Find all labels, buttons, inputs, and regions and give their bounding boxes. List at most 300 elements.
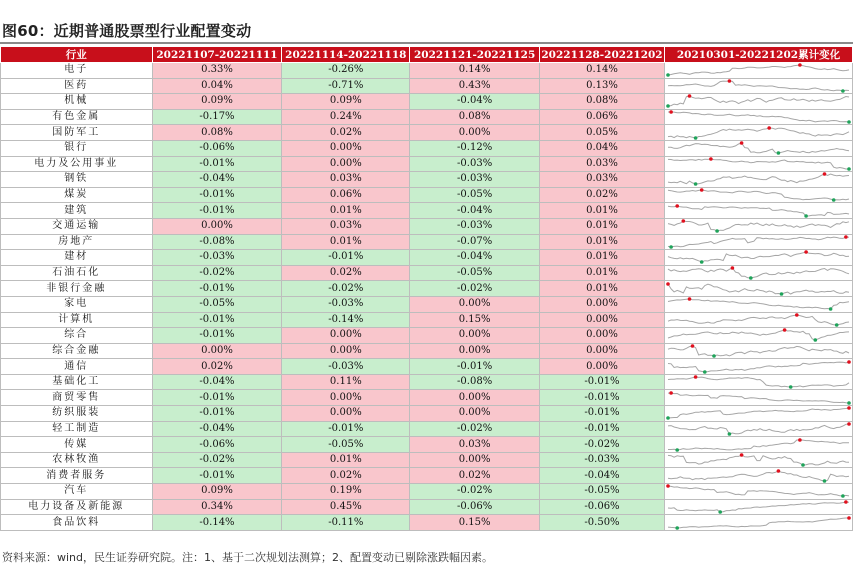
cumulative-sparkline [664, 265, 852, 281]
cumulative-sparkline [664, 218, 852, 234]
change-cell-week-4: 0.04% [540, 140, 665, 156]
industry-name: 轻工制造 [1, 421, 153, 437]
source-note: 资料来源：wind，民生证券研究院。注：1、基于二次规划法测算；2、配置变动已剔除涨跌幅因素。 [2, 551, 494, 564]
change-cell-week-1: -0.01% [152, 281, 282, 297]
change-cell-week-3: -0.01% [410, 359, 540, 375]
sparkline-max-marker [823, 173, 827, 177]
industry-name: 农林牧渔 [1, 452, 153, 468]
change-cell-week-3: -0.05% [410, 187, 540, 203]
change-cell-week-3: 0.00% [410, 343, 540, 359]
change-cell-week-1: -0.04% [152, 172, 282, 188]
cumulative-sparkline [664, 250, 852, 266]
cumulative-sparkline [664, 312, 852, 328]
sparkline-max-marker [844, 500, 848, 504]
column-header-industry: 行业 [1, 47, 153, 63]
sparkline-path [668, 424, 849, 434]
sparkline-min-marker [715, 229, 719, 233]
table-row [1, 328, 853, 344]
sparkline-min-marker [728, 432, 732, 436]
change-cell-week-2: 0.19% [282, 484, 410, 500]
cumulative-sparkline [664, 406, 852, 422]
industry-name: 传媒 [1, 437, 153, 453]
change-cell-week-3: 0.15% [410, 515, 540, 531]
table-row [1, 468, 853, 484]
change-cell-week-3: 0.03% [410, 437, 540, 453]
table-body [1, 63, 853, 531]
sparkline-max-marker [847, 422, 851, 426]
table-row [1, 499, 853, 515]
cumulative-sparkline [664, 359, 852, 375]
cumulative-sparkline [664, 187, 852, 203]
change-cell-week-3: 0.14% [410, 63, 540, 79]
change-cell-week-2: 0.01% [282, 203, 410, 219]
sparkline-max-marker [666, 282, 670, 286]
sparkline-max-marker [669, 110, 673, 114]
industry-name: 建材 [1, 250, 153, 266]
cumulative-sparkline [664, 390, 852, 406]
table-row [1, 203, 853, 219]
industry-name: 银行 [1, 140, 153, 156]
change-cell-week-2: 0.00% [282, 390, 410, 406]
sparkline-max-marker [847, 516, 851, 520]
table-row [1, 281, 853, 297]
change-cell-week-4: 0.08% [540, 94, 665, 110]
cumulative-sparkline [664, 343, 852, 359]
cumulative-sparkline [664, 421, 852, 437]
change-cell-week-4: 0.00% [540, 312, 665, 328]
change-cell-week-3: -0.06% [410, 499, 540, 515]
column-header-week-4: 20221128-20221202 [541, 48, 663, 61]
cumulative-sparkline [664, 515, 852, 531]
change-cell-week-2: -0.03% [282, 359, 410, 375]
change-cell-week-1: -0.17% [152, 109, 282, 125]
change-cell-week-2: -0.71% [282, 78, 410, 94]
sparkline-min-marker [813, 339, 817, 343]
change-cell-week-2: 0.02% [282, 125, 410, 141]
table-row [1, 94, 853, 110]
cumulative-sparkline [664, 328, 852, 344]
change-cell-week-2: 0.02% [282, 265, 410, 281]
change-cell-week-2: -0.02% [282, 281, 410, 297]
sparkline-max-marker [795, 313, 799, 317]
industry-name: 通信 [1, 359, 153, 375]
change-cell-week-2: 0.06% [282, 187, 410, 203]
change-cell-week-3: 0.00% [410, 125, 540, 141]
change-cell-week-3: -0.08% [410, 374, 540, 390]
sparkline-min-marker [847, 167, 851, 171]
change-cell-week-4: -0.04% [540, 468, 665, 484]
sparkline-min-marker [789, 385, 793, 389]
sparkline-min-marker [666, 73, 670, 77]
change-cell-week-1: 0.09% [152, 94, 282, 110]
table-row [1, 484, 853, 500]
sparkline-max-marker [688, 95, 692, 99]
table-row [1, 187, 853, 203]
industry-name: 纺织服装 [1, 406, 153, 422]
change-cell-week-1: 0.02% [152, 359, 282, 375]
change-cell-week-4: 0.01% [540, 218, 665, 234]
sparkline-min-marker [675, 448, 679, 452]
change-cell-week-2: 0.24% [282, 109, 410, 125]
cumulative-sparkline [664, 203, 852, 219]
table-row [1, 374, 853, 390]
figure-title: 图60：近期普通股票型行业配置变动 [2, 22, 252, 40]
table-row [1, 140, 853, 156]
sparkline-min-marker [847, 120, 851, 124]
change-cell-week-4: 0.01% [540, 234, 665, 250]
change-cell-week-2: -0.01% [282, 421, 410, 437]
change-cell-week-4: 0.01% [540, 281, 665, 297]
sparkline-min-marker [666, 105, 670, 109]
table-row [1, 265, 853, 281]
industry-name: 国防军工 [1, 125, 153, 141]
table-row [1, 156, 853, 172]
change-cell-week-1: 0.00% [152, 343, 282, 359]
sparkline-min-marker [801, 463, 805, 467]
sparkline-max-marker [847, 407, 851, 411]
sparkline-path [668, 112, 849, 122]
change-cell-week-4: 0.14% [540, 63, 665, 79]
sparkline-max-marker [675, 204, 679, 208]
change-cell-week-3: 0.15% [410, 312, 540, 328]
sparkline-min-marker [832, 198, 836, 202]
table-row [1, 234, 853, 250]
sparkline-max-marker [681, 219, 685, 223]
change-cell-week-3: -0.02% [410, 421, 540, 437]
change-cell-week-2: -0.05% [282, 437, 410, 453]
cumulative-sparkline [664, 109, 852, 125]
column-header-week-1: 20221107-20221111 [152, 47, 282, 63]
sparkline-path [668, 252, 849, 262]
change-cell-week-1: 0.04% [152, 78, 282, 94]
sparkline-min-marker [835, 323, 839, 327]
change-cell-week-4: 0.00% [540, 359, 665, 375]
sparkline-min-marker [780, 292, 784, 296]
change-cell-week-4: 0.03% [540, 172, 665, 188]
industry-name: 汽车 [1, 484, 153, 500]
industry-name: 钢铁 [1, 172, 153, 188]
change-cell-week-3: -0.04% [410, 250, 540, 266]
change-cell-week-4: 0.00% [540, 328, 665, 344]
sparkline-max-marker [709, 157, 713, 161]
sparkline-min-marker [841, 495, 845, 499]
change-cell-week-2: 0.00% [282, 156, 410, 172]
sparkline-max-marker [728, 79, 732, 83]
industry-name: 机械 [1, 94, 153, 110]
sparkline-max-marker [700, 188, 704, 192]
cumulative-sparkline [664, 78, 852, 94]
table-row [1, 125, 853, 141]
cumulative-sparkline [664, 172, 852, 188]
sparkline-max-marker [798, 63, 802, 67]
sparkline-min-marker [829, 307, 833, 311]
industry-name: 医药 [1, 78, 153, 94]
sparkline-path [668, 81, 849, 91]
change-cell-week-4: 0.01% [540, 265, 665, 281]
industry-name: 石油石化 [1, 265, 153, 281]
change-cell-week-3: -0.03% [410, 218, 540, 234]
industry-name: 电子 [1, 63, 153, 79]
sparkline-path [668, 362, 849, 372]
industry-name: 家电 [1, 296, 153, 312]
table-row [1, 218, 853, 234]
change-cell-week-3: -0.04% [410, 203, 540, 219]
sparkline-max-marker [804, 251, 808, 255]
change-cell-week-2: 0.00% [282, 328, 410, 344]
industry-name: 消费者服务 [1, 468, 153, 484]
change-cell-week-1: -0.01% [152, 328, 282, 344]
sparkline-min-marker [694, 136, 698, 140]
sparkline-max-marker [669, 391, 673, 395]
industry-name: 有色金属 [1, 109, 153, 125]
change-cell-week-3: -0.05% [410, 265, 540, 281]
sparkline-min-marker [718, 510, 722, 514]
change-cell-week-4: -0.05% [540, 484, 665, 500]
change-cell-week-1: -0.05% [152, 296, 282, 312]
change-cell-week-3: -0.03% [410, 156, 540, 172]
sparkline-max-marker [740, 141, 744, 145]
cumulative-sparkline [664, 468, 852, 484]
sparkline-path [668, 455, 849, 465]
sparkline-path [668, 486, 849, 496]
cumulative-sparkline [664, 499, 852, 515]
sparkline-path [668, 502, 849, 512]
change-cell-week-2: 0.00% [282, 343, 410, 359]
change-cell-week-3: 0.00% [410, 390, 540, 406]
change-cell-week-4: -0.02% [540, 437, 665, 453]
change-cell-week-3: -0.02% [410, 484, 540, 500]
table-row [1, 296, 853, 312]
sparkline-min-marker [749, 276, 753, 280]
industry-name: 建筑 [1, 203, 153, 219]
sparkline-max-marker [767, 126, 771, 130]
sparkline-path [668, 330, 849, 340]
change-cell-week-1: 0.09% [152, 484, 282, 500]
change-cell-week-2: 0.01% [282, 234, 410, 250]
change-cell-week-4: 0.00% [540, 296, 665, 312]
change-cell-week-1: -0.08% [152, 234, 282, 250]
change-cell-week-3: 0.00% [410, 328, 540, 344]
table-row [1, 343, 853, 359]
sparkline-max-marker [777, 469, 781, 473]
change-cell-week-2: 0.03% [282, 172, 410, 188]
change-cell-week-4: 0.01% [540, 203, 665, 219]
change-cell-week-2: 0.00% [282, 406, 410, 422]
change-cell-week-3: -0.02% [410, 281, 540, 297]
sparkline-min-marker [847, 401, 851, 405]
sparkline-path [668, 206, 849, 216]
change-cell-week-4: -0.50% [540, 515, 665, 531]
change-cell-week-2: -0.26% [282, 63, 410, 79]
sparkline-path [668, 65, 849, 75]
sparkline-max-marker [731, 266, 735, 270]
column-header-week-3: 20221121-20221125 [410, 47, 540, 63]
sparkline-path [668, 237, 849, 247]
industry-name: 房地产 [1, 234, 153, 250]
table-row [1, 250, 853, 266]
table-row [1, 515, 853, 531]
change-cell-week-1: -0.02% [152, 452, 282, 468]
change-cell-week-2: 0.09% [282, 94, 410, 110]
cumulative-sparkline [664, 296, 852, 312]
change-cell-week-1: -0.01% [152, 390, 282, 406]
change-cell-week-1: -0.06% [152, 437, 282, 453]
sparkline-max-marker [688, 297, 692, 301]
sparkline-max-marker [798, 438, 802, 442]
table-row [1, 63, 853, 79]
industry-name: 计算机 [1, 312, 153, 328]
change-cell-week-1: -0.01% [152, 468, 282, 484]
change-cell-week-4: 0.03% [540, 156, 665, 172]
title-divider [0, 42, 853, 44]
cumulative-sparkline [664, 374, 852, 390]
change-cell-week-2: -0.03% [282, 296, 410, 312]
change-cell-week-1: 0.34% [152, 499, 282, 515]
change-cell-week-2: 0.01% [282, 452, 410, 468]
sparkline-min-marker [703, 370, 707, 374]
change-cell-week-1: 0.33% [152, 63, 282, 79]
table-row [1, 109, 853, 125]
change-cell-week-4: -0.06% [540, 499, 665, 515]
sparkline-min-marker [777, 151, 781, 155]
table-header-row [1, 47, 853, 63]
change-cell-week-4: 0.01% [540, 250, 665, 266]
sparkline-path [668, 408, 849, 418]
sparkline-min-marker [666, 417, 670, 421]
sparkline-max-marker [666, 485, 670, 489]
column-header-cumulative: 20210301-20221202累计变化 [664, 47, 852, 63]
table-row [1, 390, 853, 406]
sparkline-max-marker [691, 344, 695, 348]
sparkline-max-marker [844, 235, 848, 239]
industry-name: 电力及公用事业 [1, 156, 153, 172]
sparkline-path [668, 190, 849, 200]
sparkline-min-marker [700, 261, 704, 265]
sparkline-path [668, 393, 849, 403]
cumulative-sparkline [664, 234, 852, 250]
sparkline-path [668, 440, 849, 450]
cumulative-sparkline [664, 125, 852, 141]
industry-name: 商贸零售 [1, 390, 153, 406]
change-cell-week-1: -0.01% [152, 156, 282, 172]
sparkline-max-marker [847, 360, 851, 364]
change-cell-week-4: -0.01% [540, 390, 665, 406]
sparkline-path [668, 346, 849, 356]
change-cell-week-3: -0.12% [410, 140, 540, 156]
sparkline-min-marker [823, 479, 827, 483]
industry-name: 电力设备及新能源 [1, 499, 153, 515]
industry-name: 食品饮料 [1, 515, 153, 531]
change-cell-week-4: -0.01% [540, 421, 665, 437]
sparkline-path [668, 284, 849, 294]
change-cell-week-3: 0.00% [410, 452, 540, 468]
change-cell-week-2: -0.01% [282, 250, 410, 266]
table-row [1, 78, 853, 94]
change-cell-week-1: 0.08% [152, 125, 282, 141]
change-cell-week-1: -0.06% [152, 140, 282, 156]
sparkline-min-marker [841, 89, 845, 93]
cumulative-sparkline [664, 437, 852, 453]
change-cell-week-1: -0.01% [152, 406, 282, 422]
change-cell-week-2: -0.14% [282, 312, 410, 328]
change-cell-week-3: -0.03% [410, 172, 540, 188]
sparkline-path [668, 268, 849, 278]
change-cell-week-1: -0.03% [152, 250, 282, 266]
cumulative-sparkline [664, 452, 852, 468]
industry-name: 非银行金融 [1, 281, 153, 297]
table-row [1, 437, 853, 453]
change-cell-week-4: -0.03% [540, 452, 665, 468]
sparkline-path [668, 315, 849, 325]
change-cell-week-3: -0.07% [410, 234, 540, 250]
table-row [1, 406, 853, 422]
change-cell-week-1: 0.00% [152, 218, 282, 234]
sparkline-min-marker [694, 183, 698, 187]
change-cell-week-1: -0.04% [152, 421, 282, 437]
cumulative-sparkline [664, 94, 852, 110]
change-cell-week-4: -0.01% [540, 406, 665, 422]
industry-name: 综合金融 [1, 343, 153, 359]
table-row [1, 421, 853, 437]
change-cell-week-3: 0.00% [410, 406, 540, 422]
change-cell-week-2: 0.45% [282, 499, 410, 515]
sparkline-path [668, 96, 849, 106]
cumulative-sparkline [664, 281, 852, 297]
table-row [1, 359, 853, 375]
change-cell-week-3: 0.00% [410, 296, 540, 312]
industry-name: 综合 [1, 328, 153, 344]
cumulative-sparkline [664, 156, 852, 172]
change-cell-week-1: -0.02% [152, 265, 282, 281]
change-cell-week-1: -0.04% [152, 374, 282, 390]
cumulative-sparkline [664, 140, 852, 156]
change-cell-week-4: -0.01% [540, 374, 665, 390]
change-cell-week-4: 0.02% [540, 187, 665, 203]
cumulative-sparkline [664, 63, 852, 79]
change-cell-week-2: 0.03% [282, 218, 410, 234]
sparkline-max-marker [694, 375, 698, 379]
change-cell-week-3: -0.04% [410, 94, 540, 110]
sparkline-max-marker [740, 453, 744, 457]
change-cell-week-1: -0.01% [152, 187, 282, 203]
column-header-week-2: 20221114-20221118 [282, 47, 410, 63]
change-cell-week-4: 0.13% [540, 78, 665, 94]
change-cell-week-4: 0.06% [540, 109, 665, 125]
change-cell-week-3: 0.43% [410, 78, 540, 94]
cumulative-sparkline [664, 484, 852, 500]
sparkline-min-marker [712, 354, 716, 358]
change-cell-week-1: -0.01% [152, 203, 282, 219]
change-cell-week-2: -0.11% [282, 515, 410, 531]
sparkline-path [668, 471, 849, 481]
change-cell-week-2: 0.02% [282, 468, 410, 484]
industry-name: 煤炭 [1, 187, 153, 203]
industry-name: 基础化工 [1, 374, 153, 390]
table-row [1, 452, 853, 468]
change-cell-week-4: 0.05% [540, 125, 665, 141]
change-cell-week-3: 0.08% [410, 109, 540, 125]
sparkline-path [668, 518, 849, 528]
allocation-table [0, 46, 853, 531]
sparkline-min-marker [804, 214, 808, 218]
table-row [1, 312, 853, 328]
table-row [1, 172, 853, 188]
change-cell-week-1: -0.14% [152, 515, 282, 531]
sparkline-path [668, 159, 849, 169]
sparkline-path [668, 143, 849, 153]
change-cell-week-4: 0.00% [540, 343, 665, 359]
sparkline-min-marker [675, 526, 679, 530]
